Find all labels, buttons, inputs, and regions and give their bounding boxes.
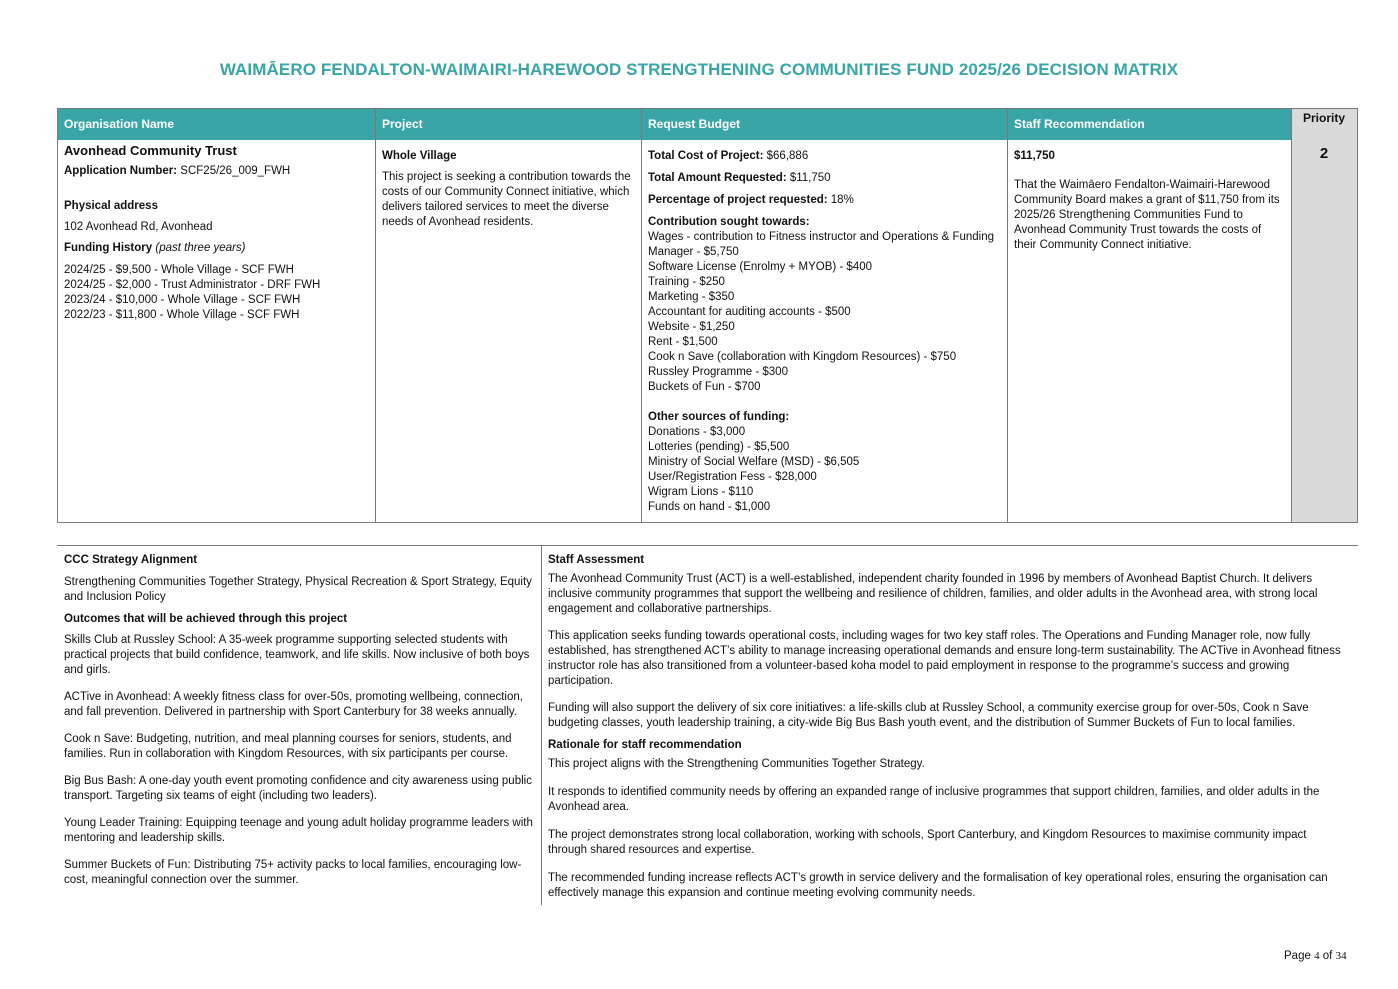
other-source-item: Funds on hand - $1,000	[648, 501, 771, 513]
physical-address: 102 Avonhead Rd, Avonhead	[64, 221, 213, 233]
assessment-section	[548, 553, 1348, 901]
total-requested-label: Total Amount Requested:	[648, 172, 787, 184]
outcome-item: Skills Club at Russley School: A 35-week programme supporting selected students with practical projects that build confidence, teamwork, and life skills. Now inclusive of both boys and girls.	[64, 634, 530, 676]
header-staff-recommendation: Staff Recommendation	[1008, 109, 1291, 140]
other-sources-label: Other sources of funding:	[648, 411, 790, 423]
contribution-item: Cook n Save (collaboration with Kingdom Resources) - $750	[648, 351, 957, 363]
contribution-item: Buckets of Fun - $700	[648, 381, 761, 393]
funding-history-label: Funding History	[64, 242, 153, 254]
page-number-footer	[1284, 950, 1347, 962]
other-sources-list	[648, 425, 1002, 515]
outcome-item: Summer Buckets of Fun: Distributing 75+ activity packs to local families, encouraging low-cost, meaningful connection over the summer.	[64, 859, 522, 886]
document-title: WAIMĀERO FENDALTON-WAIMAIRI-HAREWOOD STRENGTHENING COMMUNITIES FUND 2025/26 DECISION MATRIX	[219, 60, 1179, 79]
assessment-paragraph: The Avonhead Community Trust (ACT) is a well-established, independent charity founded in 1996 by members of Avonhead Baptist Church. It delivers inclusive community programmes that support the wellbeing and resilience of children, families, and older adults in the Avonhead area, with strong local engagement and collaborative partnerships.	[548, 573, 1318, 615]
funding-history-item: 2024/25 - $2,000 - Trust Administrator - DRF FWH	[64, 279, 321, 291]
contribution-item: Rent - $1,500	[648, 336, 718, 348]
application-number-label: Application Number:	[64, 165, 178, 177]
other-source-item: Lotteries (pending) - $5,500	[648, 441, 790, 453]
outcomes-heading: Outcomes that will be achieved through this project	[64, 613, 348, 625]
outcome-item: Big Bus Bash: A one-day youth event promoting confidence and city awareness using public transport. Targeting six teams of eight (including two leaders).	[64, 775, 532, 802]
rationale-paragraph: It responds to identified community needs by offering an expanded range of inclusive programmes that support children, families, and older adults in the Avonhead area.	[548, 786, 1320, 813]
contribution-item: Accountant for auditing accounts - $500	[648, 306, 851, 318]
page-number: 4	[1314, 950, 1320, 962]
contribution-list	[648, 230, 1002, 395]
rationale-paragraph: This project aligns with the Strengthening Communities Together Strategy.	[548, 758, 925, 770]
rationale-paragraph: The recommended funding increase reflects ACT’s growth in service delivery and the formalisation of key operational roles, ensuring the organisation can effectively manage this expansion and continue meeting evolving community needs.	[548, 872, 1328, 899]
outcome-item: Young Leader Training: Equipping teenage and young adult holiday programme leaders with mentoring and leadership skills.	[64, 817, 533, 844]
contribution-item: Training - $250	[648, 276, 725, 288]
contribution-item: Russley Programme - $300	[648, 366, 788, 378]
funding-history-note: (past three years)	[155, 242, 246, 254]
contribution-item: Wages - contribution to Fitness instructor and Operations & Funding Manager - $5,750	[648, 231, 995, 258]
priority-value: 2	[1319, 145, 1329, 162]
page-of-label: of	[1322, 950, 1333, 962]
funding-history-item: 2024/25 - $9,500 - Whole Village - SCF FWH	[64, 264, 294, 276]
header-budget: Request Budget	[642, 109, 1008, 140]
percentage-requested: 18%	[830, 194, 854, 206]
funding-history-item: 2022/23 - $11,800 - Whole Village - SCF FWH	[64, 309, 300, 321]
rationale-paragraph: The project demonstrates strong local collaboration, working with schools, Sport Canterbury, and Kingdom Resources to maximise community impact through shared resources and expertise.	[548, 829, 1307, 856]
priority-header: Priority	[1302, 111, 1345, 125]
strategy-heading: CCC Strategy Alignment	[64, 554, 198, 566]
recommendation-text: That the Waimāero Fendalton-Waimairi-Harewood Community Board makes a grant of $11,750 from its 2025/26 Strengthening Communities Fund to Avonhead Community Trust towards the costs of their Community Connect initiative.	[1014, 179, 1280, 251]
project-description: This project is seeking a contribution towards the costs of our Community Connect initiative, which delivers tailored services to meet the diverse needs of Avonhead residents.	[382, 171, 631, 228]
project-cell	[376, 140, 642, 522]
organisation-name: Avonhead Community Trust	[64, 143, 237, 158]
other-source-item: Wigram Lions - $110	[648, 486, 754, 498]
page-label: Page	[1284, 950, 1311, 962]
strategy-text: Strengthening Communities Together Strategy, Physical Recreation & Sport Strategy, Equity and Inclusion Policy	[64, 576, 532, 603]
organisation-cell	[58, 140, 376, 522]
total-cost-label: Total Cost of Project:	[648, 150, 764, 162]
total-cost: $66,886	[766, 150, 809, 162]
assessment-paragraph: This application seeks funding towards operational costs, including wages for two key staff roles. The Operations and Funding Manager role, now fully established, has strengthened ACT’s ability to manage increasing operational demands and ensure long-term sustainability. The ACTive in Avonhead fitness instructor role has also transitioned from a volunteer-based koha model to paid employment in response to the programme’s success and growing participation.	[548, 630, 1341, 687]
contribution-item: Marketing - $350	[648, 291, 735, 303]
physical-address-label: Physical address	[64, 200, 158, 212]
other-source-item: User/Registration Fess - $28,000	[648, 471, 817, 483]
assessment-paragraph: Funding will also support the delivery of six core initiatives: a life-skills club at Russley School, a community exercise group for over-50s, Cook n Save budgeting classes, youth leadership training, a city-wide Big Bus Bash youth event, and the distribution of Summer Buckets of Fun to local families.	[548, 702, 1309, 729]
contribution-item: Website - $1,250	[648, 321, 735, 333]
other-source-item: Donations - $3,000	[648, 426, 746, 438]
total-requested: $11,750	[789, 172, 831, 184]
other-source-item: Ministry of Social Welfare (MSD) - $6,505	[648, 456, 860, 468]
column-divider	[541, 545, 542, 905]
staff-recommendation-cell	[1008, 140, 1291, 522]
section-divider	[57, 545, 1358, 546]
funding-history-item: 2023/24 - $10,000 - Whole Village - SCF FWH	[64, 294, 301, 306]
strategy-outcomes-section	[64, 553, 534, 888]
contribution-label: Contribution sought towards:	[648, 216, 810, 228]
decision-matrix-table	[57, 108, 1358, 523]
percentage-label: Percentage of project requested:	[648, 194, 828, 206]
contribution-item: Software License (Enrolmy + MYOB) - $400	[648, 261, 873, 273]
total-pages: 34	[1335, 950, 1347, 962]
outcome-item: Cook n Save: Budgeting, nutrition, and meal planning courses for seniors, students, and families. Run in collaboration with Kingdom Resources, with six participants per course.	[64, 733, 512, 760]
assessment-heading: Staff Assessment	[548, 554, 645, 566]
header-project: Project	[376, 109, 642, 140]
funding-history-list	[64, 263, 370, 323]
recommended-amount: $11,750	[1014, 150, 1055, 162]
project-name: Whole Village	[382, 150, 457, 162]
header-organisation: Organisation Name	[58, 109, 376, 140]
priority-column	[1291, 109, 1357, 522]
outcome-item: ACTive in Avonhead: A weekly fitness class for over-50s, promoting wellbeing, connection, and fall prevention. Delivered in partnership with Sport Canterbury for 38 weeks annually.	[64, 691, 523, 718]
budget-cell	[642, 140, 1008, 522]
application-number: SCF25/26_009_FWH	[180, 165, 291, 177]
rationale-heading: Rationale for staff recommendation	[548, 739, 742, 751]
